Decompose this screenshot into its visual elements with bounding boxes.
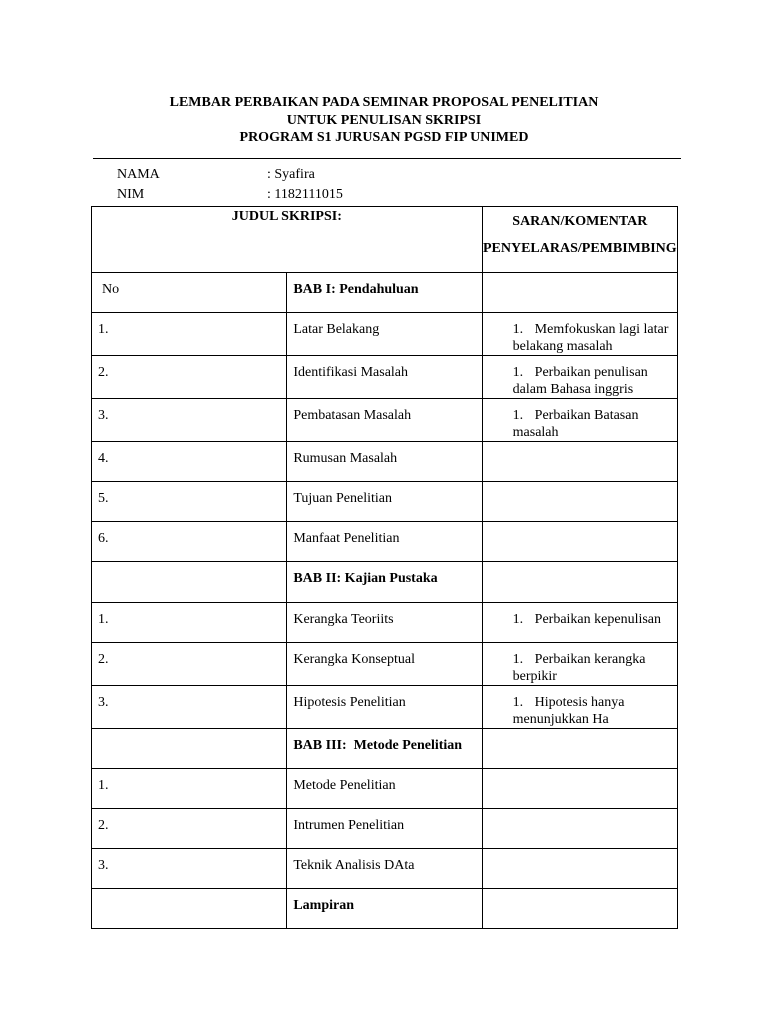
row-number: 1. [92, 603, 287, 643]
table-row [92, 273, 678, 313]
row-item: Lampiran [287, 889, 482, 929]
table-row [92, 522, 678, 562]
row-item: Rumusan Masalah [287, 442, 482, 482]
row-number: 3. [92, 686, 287, 729]
table-row [92, 482, 678, 522]
row-item: Latar Belakang [287, 313, 482, 356]
row-item: Intrumen Penelitian [287, 809, 482, 849]
row-number [92, 562, 287, 603]
table-header-row [92, 207, 678, 273]
row-number: 2. [92, 809, 287, 849]
comment-number: 1. [512, 612, 524, 627]
table-row [92, 442, 678, 482]
row-comment [482, 889, 677, 929]
row-item: BAB III: Metode Penelitian [287, 729, 482, 769]
comment-number: 1. [512, 365, 524, 380]
header-judul-skripsi: JUDUL SKRIPSI: [92, 207, 483, 273]
table-row [92, 603, 678, 643]
row-item: Metode Penelitian [287, 769, 482, 809]
row-item: Kerangka Teoriits [287, 603, 482, 643]
name-label: NAMA [117, 167, 160, 182]
row-comment [482, 603, 677, 643]
title-line-2: UNTUK PENULISAN SKRIPSI [286, 112, 482, 128]
row-number: 2. [92, 643, 287, 686]
row-comment [482, 729, 677, 769]
table-row [92, 399, 678, 442]
row-item: Manfaat Penelitian [287, 522, 482, 562]
comment-text: Perbaikan Batasan masalah [512, 408, 639, 440]
row-comment [482, 356, 677, 399]
row-item: Tujuan Penelitian [287, 482, 482, 522]
row-comment [482, 809, 677, 849]
title-divider [93, 158, 681, 159]
nim-value: : 1182111015 [267, 187, 343, 202]
row-comment [482, 769, 677, 809]
row-number [92, 889, 287, 929]
header-saran-komentar [482, 207, 677, 273]
row-number: 5. [92, 482, 287, 522]
title-line-1: LEMBAR PERBAIKAN PADA SEMINAR PROPOSAL PENELITIAN [169, 95, 599, 110]
row-number: 3. [92, 849, 287, 889]
name-value: : Syafira [267, 167, 315, 182]
nim-row [117, 186, 343, 203]
row-item: Hipotesis Penelitian [287, 686, 482, 729]
header-saran-line-2: PENYELARAS/PEMBIMBING [482, 241, 677, 256]
row-comment [482, 273, 677, 313]
table-row [92, 849, 678, 889]
table-row [92, 686, 678, 729]
row-item: Pembatasan Masalah [287, 399, 482, 442]
comment-text: Hipotesis hanya menunjukkan Ha [512, 695, 625, 727]
row-comment [482, 442, 677, 482]
row-number: 1. [92, 313, 287, 356]
row-comment [482, 399, 677, 442]
row-item: BAB II: Kajian Pustaka [287, 562, 482, 603]
table-row [92, 729, 678, 769]
row-number: 3. [92, 399, 287, 442]
name-row [117, 166, 315, 183]
row-number: 2. [92, 356, 287, 399]
table-row [92, 643, 678, 686]
table-row [92, 313, 678, 356]
comment-number: 1. [512, 322, 524, 337]
row-comment [482, 643, 677, 686]
row-item: Kerangka Konseptual [287, 643, 482, 686]
header-saran-line-1: SARAN/KOMENTAR [512, 214, 648, 229]
comment-number: 1. [512, 652, 524, 667]
row-item: Teknik Analisis DAta [287, 849, 482, 889]
comment-text: Perbaikan penulisan dalam Bahasa inggris [512, 365, 648, 397]
row-comment [482, 313, 677, 356]
title-line-3: PROGRAM S1 JURUSAN PGSD FIP UNIMED [239, 130, 529, 145]
row-comment [482, 482, 677, 522]
row-number: 6. [92, 522, 287, 562]
row-comment [482, 849, 677, 889]
table-row [92, 356, 678, 399]
row-item: BAB I: Pendahuluan [287, 273, 482, 313]
comment-number: 1. [512, 695, 524, 710]
table-row [92, 769, 678, 809]
nim-label: NIM [117, 187, 145, 202]
row-number: No [92, 273, 287, 313]
row-comment [482, 522, 677, 562]
revision-table [91, 206, 678, 929]
table-row [92, 889, 678, 929]
row-number [92, 729, 287, 769]
row-number: 4. [92, 442, 287, 482]
document-title [0, 94, 768, 147]
table-row [92, 809, 678, 849]
row-comment [482, 686, 677, 729]
comment-text: Perbaikan kerangka berpikir [512, 652, 646, 684]
comment-text: Memfokuskan lagi latar belakang masalah [512, 322, 669, 354]
row-item: Identifikasi Masalah [287, 356, 482, 399]
row-comment [482, 562, 677, 603]
table-row [92, 562, 678, 603]
comment-text: Perbaikan kepenulisan [534, 612, 662, 627]
comment-number: 1. [512, 408, 524, 423]
row-number: 1. [92, 769, 287, 809]
